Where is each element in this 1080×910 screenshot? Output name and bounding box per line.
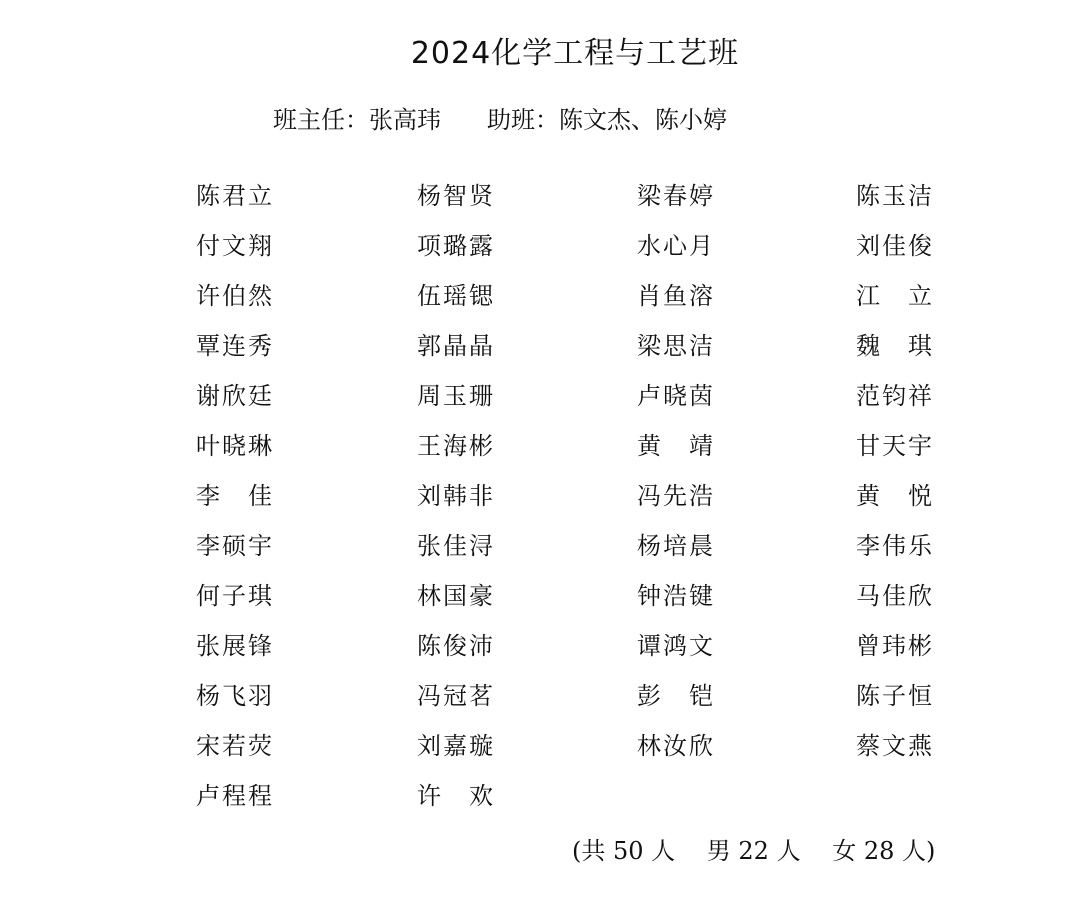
student-name: 张 佳 浔	[417, 532, 493, 560]
student-name: 卢 程 程	[196, 782, 272, 810]
roster-row	[0, 676, 1080, 716]
student-name: 江 立	[856, 282, 932, 310]
student-name: 张 展 锋	[196, 632, 272, 660]
student-name: 黄 靖	[637, 432, 713, 460]
student-name: 项 璐 露	[417, 232, 493, 260]
student-name: 谢 欣 廷	[196, 382, 272, 410]
roster-summary: (共 50 人 男 22 人 女 28 人)	[572, 837, 936, 865]
student-name: 陈 君 立	[196, 182, 272, 210]
page-title: 2024化学工程与工艺班	[410, 36, 740, 71]
student-name: 李 佳	[196, 482, 272, 510]
student-name: 刘 韩 非	[417, 482, 493, 510]
student-name: 冯 先 浩	[637, 482, 713, 510]
student-name: 甘 天 宇	[856, 432, 932, 460]
student-name: 谭 鸿 文	[637, 632, 713, 660]
student-name: 杨 飞 羽	[196, 682, 272, 710]
student-name: 陈 俊 沛	[417, 632, 493, 660]
roster-row	[0, 526, 1080, 566]
student-name: 陈 玉 洁	[856, 182, 932, 210]
student-name: 林 汝 欣	[637, 732, 713, 760]
student-name: 钟 浩 键	[637, 582, 713, 610]
student-name: 陈 子 恒	[856, 682, 932, 710]
roster-row	[0, 176, 1080, 216]
student-name: 杨 培 晨	[637, 532, 713, 560]
roster-row	[0, 726, 1080, 766]
student-name: 水 心 月	[637, 232, 713, 260]
student-name: 王 海 彬	[417, 432, 493, 460]
roster-row	[0, 276, 1080, 316]
student-name: 许 伯 然	[196, 282, 272, 310]
student-name: 肖 鱼 溶	[637, 282, 713, 310]
student-name: 宋 若 荧	[196, 732, 272, 760]
student-name: 何 子 琪	[196, 582, 272, 610]
roster-row	[0, 476, 1080, 516]
student-name: 范 钧 祥	[856, 382, 932, 410]
student-name: 马 佳 欣	[856, 582, 932, 610]
student-name: 刘 佳 俊	[856, 232, 932, 260]
roster-row	[0, 626, 1080, 666]
student-name: 卢 晓 茵	[637, 382, 713, 410]
roster-row	[0, 226, 1080, 266]
assistants: 助班：陈文杰、陈小婷	[487, 106, 727, 134]
student-name: 周 玉 珊	[417, 382, 493, 410]
student-name: 付 文 翔	[196, 232, 272, 260]
student-name: 杨 智 贤	[417, 182, 493, 210]
student-name: 覃 连 秀	[196, 332, 272, 360]
student-name: 刘 嘉 璇	[417, 732, 493, 760]
staff-line	[273, 100, 727, 140]
student-name: 郭 晶 晶	[417, 332, 493, 360]
head-teacher: 班主任：张高玮	[273, 106, 441, 134]
student-name: 魏 琪	[856, 332, 932, 360]
student-name: 蔡 文 燕	[856, 732, 932, 760]
roster-row	[0, 426, 1080, 466]
student-name: 伍 瑶 锶	[417, 282, 493, 310]
student-name: 许 欢	[417, 782, 493, 810]
student-name: 叶 晓 琳	[196, 432, 272, 460]
student-name: 李 硕 宇	[196, 532, 272, 560]
student-name: 曾 玮 彬	[856, 632, 932, 660]
student-name: 李 伟 乐	[856, 532, 932, 560]
student-name: 梁 思 洁	[637, 332, 713, 360]
student-name: 彭 铠	[637, 682, 713, 710]
roster-row	[0, 326, 1080, 366]
student-roster	[0, 176, 1080, 816]
roster-row	[0, 776, 1080, 816]
student-name: 冯 冠 茗	[417, 682, 493, 710]
student-name: 黄 悦	[856, 482, 932, 510]
roster-row	[0, 376, 1080, 416]
student-name: 梁 春 婷	[637, 182, 713, 210]
student-name: 林 国 豪	[417, 582, 493, 610]
roster-row	[0, 576, 1080, 616]
